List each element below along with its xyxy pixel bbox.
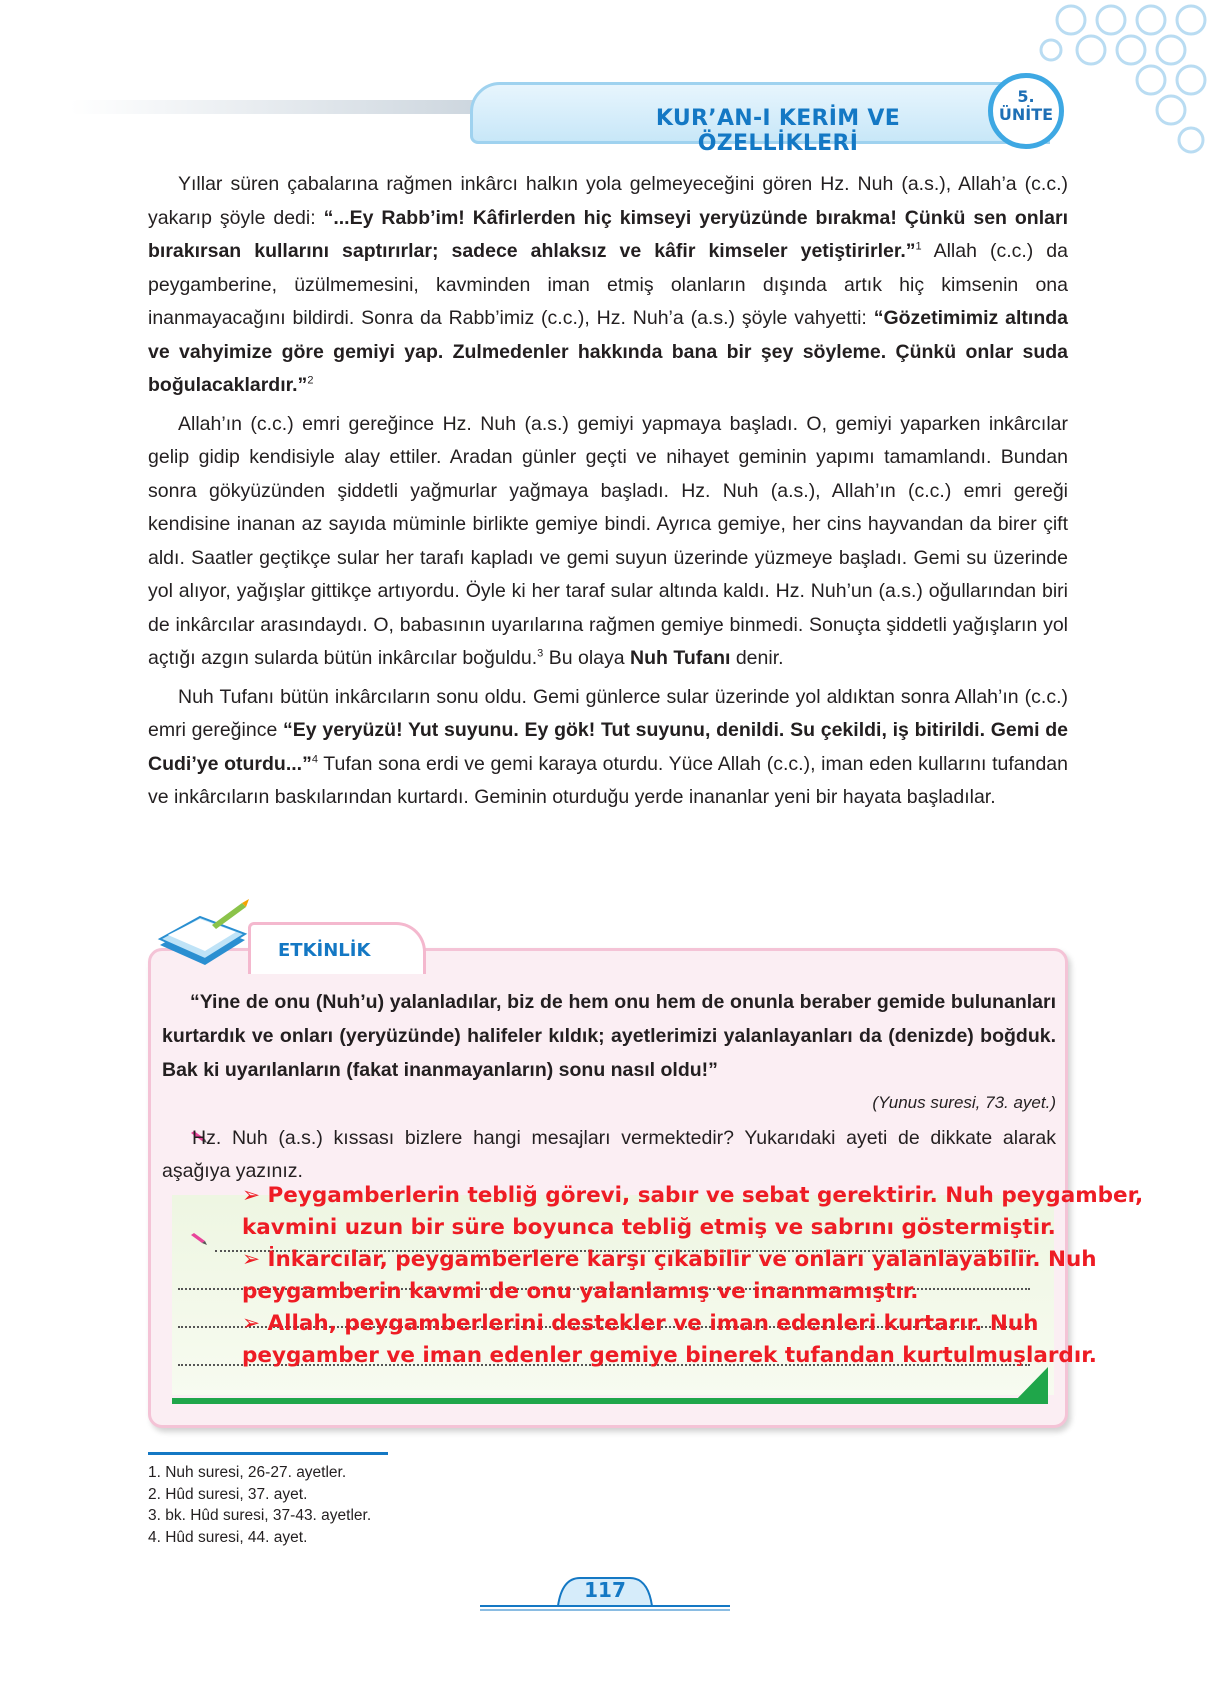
footnote-ref-3: 3 — [537, 647, 544, 660]
activity-question: Hz. Nuh (a.s.) kıssası bizlere hangi mesajları vermektedir? Yukarıdaki ayeti de dikkate alarak aşağıya yazınız. — [162, 1127, 1056, 1182]
activity-quote: “Yine de onu (Nuh’u) yalanladılar, biz de hem onu hem de onunla beraber gemide bulunanları kurtardık ve onları (yeryüzünde) halifeler kıldık; ayetlerimizi yalanlayanları da (denizde) boğduk. Bak ki uyarılanların (fakat inanmayanların) sonu nasıl oldu!” — [162, 991, 1056, 1081]
unit-number: 5. — [1017, 87, 1035, 106]
answer-line-4: peygamberin kavmi de onu yalanlamış ve inanmamıştır. — [242, 1279, 919, 1304]
header-decor-line — [70, 100, 510, 114]
footnote-ref-1: 1 — [915, 240, 922, 253]
green-corner-decor — [1012, 1367, 1048, 1404]
ornament-pattern-icon — [1031, 0, 1211, 160]
paragraph-2: Allah’ın (c.c.) emri gereğince Hz. Nuh (a.s.) gemiyi yapmaya başladı. O, gemiyi yaparken inkârcılar gelip gidip kendisiyle alay ettiler. Aradan günler geçti ve nihayet geminin yapımı tamamlandı. Bundan sonra gökyüzünden şiddetli yağmurlar yağmaya başladı. Hz. Nuh (a.s.), Allah’ın (c.c.) emri gereği kendisine inanan az sayıda müminle birlikte gemiye bindi. Ayrıca gemiye, her cins hayvandan da birer çift aldı. Saatler geçtikçe sular her tarafı kapladı ve gemi suyun üzerinde yüzmeye başladı. Gemi su üzerinde yol alıyor, yağışlar gittikçe artıyordu. Öyle ki her taraf sular altında kaldı. Hz. Nuh’un (a.s.) oğullarından biri de inkârcılar arasındaydı. O, babasının uyarılarına rağmen gemiye binmedi. Sonuçta şiddetli yağışların yol açtığı azgın sularda bütün inkârcılar boğuldu.$^3$ Bu olaya Nuh Tufanı denir. — [148, 412, 1068, 669]
green-divider — [172, 1398, 1044, 1404]
chapter-title: KUR’AN-I KERİM VE ÖZELLİKLERİ — [655, 106, 901, 156]
answer-line-1: ➢ Peygamberlerin tebliğ görevi, sabır ve sebat gerektirir. Nuh peygamber, — [242, 1183, 1144, 1208]
answer-line-6: peygamber ve iman edenler gemiye binerek tufandan kurtulmuşlardır. — [242, 1343, 1097, 1368]
footnote-divider — [148, 1452, 388, 1455]
paragraph-1: Yıllar süren çabalarına rağmen inkârcı halkın yola gelmeyeceğini gören Hz. Nuh (a.s.), Allah’a (c.c.) yakarıp şöyle dedi: “...Ey Rabb’im! Kâfirlerden hiç kimseyi yeryüzünde bırakma! Çünkü sen onları bırakırsan kullarını saptırırlar; sadece ahlaksız ve kâfir kimseler yetiştirirler.”$^1$ Allah (c.c.) da peygamberine, üzülmemesini, kavminden iman etmiş olanların dışında artık hiç kimsenin ona inanmayacağını bildirdi. Sonra da Rabb’imiz (c.c.), Hz. Nuh’a (a.s.) şöyle vahyetti: “Gözetimimiz altında ve vahyimize göre gemiyi yap. Zulmedenler hakkında bana bir şey söyleme. Çünkü onlar suda boğulacaklardır.”$^2$ — [148, 173, 1068, 396]
footnotes — [148, 1462, 371, 1548]
quote-source: (Yunus suresi, 73. ayet.) — [872, 1093, 1056, 1112]
main-text — [148, 168, 1068, 820]
book-icon — [150, 895, 250, 975]
page-number: 117 — [584, 1578, 626, 1602]
activity-title: ETKİNLİK — [278, 940, 371, 961]
unit-label: ÜNİTE — [998, 105, 1054, 124]
paragraph-3: Nuh Tufanı bütün inkârcıların sonu oldu. Gemi günlerce sular üzerinde yol aldıktan sonra Allah’ın (c.c.) emri gereğince “Ey yeryüzü! Yut suyunu. Ey gök! Tut suyunu, denildi. Su çekildi, iş bitirildi. Gemi de Cudi’ye oturdu...”$^4$ Tufan sona erdi ve gemi karaya oturdu. Yüce Allah (c.c.), iman eden kullarını tufandan ve inkârcıların baskılarından kurtardı. Geminin oturduğu yerde inananlar yeni bir hayata başladılar. — [148, 685, 1068, 808]
unit-badge — [988, 73, 1064, 149]
answer-line-3: ➢ İnkarcılar, peygamberlere karşı çıkabilir ve onları yalanlayabilir. Nuh — [242, 1247, 1097, 1272]
answer-line-5: ➢ Allah, peygamberlerini destekler ve iman edenleri kurtarır. Nuh — [242, 1311, 1039, 1336]
footnote-3: 3. bk. Hûd suresi, 37-43. ayetler. — [148, 1507, 372, 1524]
pencil-icon — [190, 1232, 208, 1246]
footnote-4: 4. Hûd suresi, 44. ayet. — [148, 1528, 308, 1546]
footnote-ref-2: 2 — [307, 374, 314, 387]
footnote-ref-4: 4 — [311, 753, 318, 765]
footnote-2: 2. Hûd suresi, 37. ayet. — [148, 1485, 308, 1503]
answer-line-2: kavmini uzun bir süre boyunca tebliğ etmiş ve sabrını göstermiştir. — [242, 1215, 1056, 1240]
footnote-1: 1. Nuh suresi, 26-27. ayetler. — [148, 1464, 347, 1481]
